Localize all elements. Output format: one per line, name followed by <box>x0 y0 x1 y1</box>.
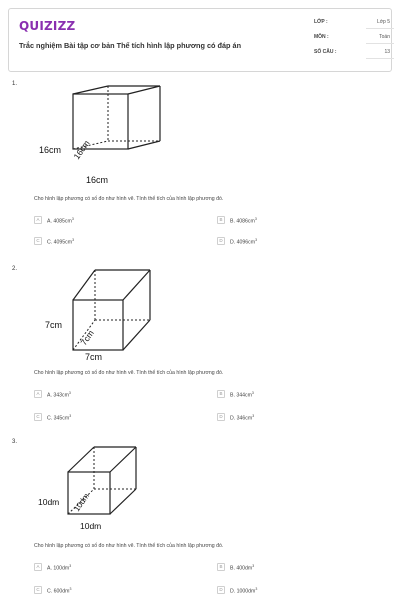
cube-figure <box>28 266 178 371</box>
edge-label-depth: 16cm <box>71 138 92 162</box>
option-letter-box: B <box>217 216 225 224</box>
meta-subject-value: Toán <box>379 34 390 40</box>
worksheet-header <box>8 8 392 72</box>
meta-class-label: LỚP : <box>314 19 328 25</box>
option-value: B. 4086cm <box>230 218 255 225</box>
cube-diagram <box>28 266 178 366</box>
option-letter-box: D <box>217 586 225 594</box>
question-text: Cho hình lập phương có số đo như hình vẽ. Tính thể tích của hình lập phương đó. <box>34 543 224 549</box>
option-value: B. 400dm <box>230 565 253 572</box>
question-text: Cho hình lập phương có số đo như hình vẽ. Tính thể tích của hình lập phương đó. <box>34 370 224 376</box>
meta-subject <box>314 30 396 44</box>
edge-label-width: 10dm <box>80 521 102 531</box>
divider <box>366 28 394 29</box>
edge-label-height: 16cm <box>39 145 62 155</box>
option-letter-box: C <box>34 413 42 421</box>
option-value: B. 344cm <box>230 392 252 399</box>
meta-subject-label: MÔN : <box>314 34 329 40</box>
option-value: A. 343cm <box>47 392 69 399</box>
edge-label-height: 7cm <box>45 320 63 330</box>
edge-label-width: 7cm <box>85 352 103 362</box>
cube-diagram <box>28 82 178 190</box>
question-text: Cho hình lập phương có số đo như hình vẽ. Tính thể tích của hình lập phương đó. <box>34 196 224 202</box>
question-number: 3. <box>12 439 18 445</box>
option-value: C. 600dm <box>47 588 70 595</box>
question-number: 2. <box>12 266 18 272</box>
option-letter-box: B <box>217 390 225 398</box>
option-letter-box: A <box>34 563 42 571</box>
divider <box>366 58 394 59</box>
option-value: C. 4095cm <box>47 239 73 246</box>
option-letter-box: C <box>34 586 42 594</box>
option-letter-box: A <box>34 216 42 224</box>
meta-count-label: SỐ CÂU : <box>314 49 337 55</box>
option-value: D. 1000dm <box>230 588 256 595</box>
edge-label-depth: 10dm <box>72 491 92 514</box>
quizizz-logo: QUIZIZZ <box>19 19 76 33</box>
option-letter-box: D <box>217 413 225 421</box>
edge-label-depth: 7cm <box>78 328 96 348</box>
option-letter-box: D <box>217 237 225 245</box>
edge-label-width: 16cm <box>86 175 109 185</box>
option-letter-box: C <box>34 237 42 245</box>
divider <box>366 43 394 44</box>
option-letter-box: A <box>34 390 42 398</box>
cube-figure <box>28 445 178 538</box>
meta-question-count <box>314 45 396 59</box>
meta-count-value: 13 <box>384 49 390 55</box>
meta-class <box>314 15 396 29</box>
edge-label-height: 10dm <box>38 497 60 507</box>
meta-class-value: Lớp 5 <box>376 19 390 25</box>
question-number: 1. <box>12 81 18 87</box>
option-value: D. 4096cm <box>230 239 256 246</box>
cube-diagram <box>28 445 178 533</box>
option-value: D. 346cm <box>230 415 253 422</box>
option-value: A. 100dm <box>47 565 70 572</box>
option-value: A. 4085cm <box>47 218 72 225</box>
worksheet-title: Trắc nghiệm Bài tập cơ bản Thể tích hình lập phương có đáp án <box>19 41 242 50</box>
cube-figure <box>28 82 178 195</box>
option-value: C. 345cm <box>47 415 70 422</box>
option-letter-box: B <box>217 563 225 571</box>
